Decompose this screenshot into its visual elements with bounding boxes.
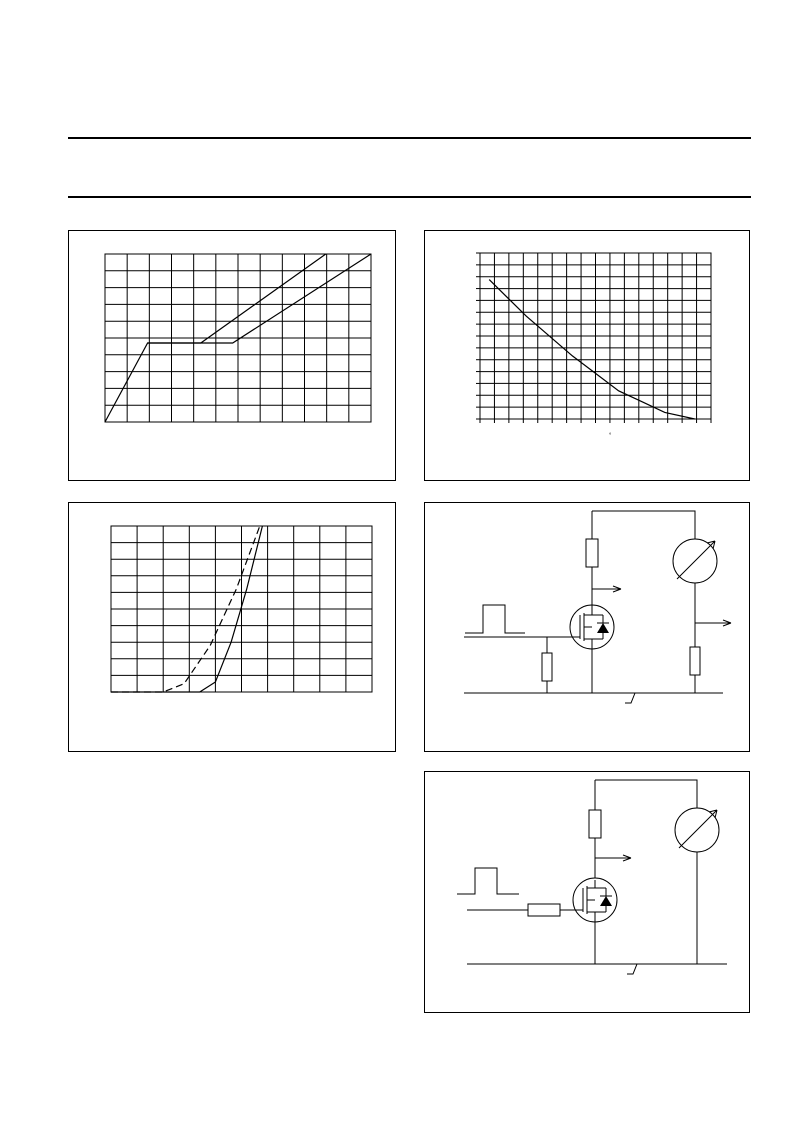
figure-1-chart	[69, 231, 397, 482]
figure-2-ticks	[476, 253, 711, 423]
ground-marker-icon	[625, 693, 635, 703]
figure-1-panel	[68, 230, 396, 481]
figure-2-grid	[480, 253, 711, 419]
figure-5-circuit	[425, 772, 751, 1014]
series-resistor	[528, 904, 560, 916]
figure-5-panel	[424, 771, 750, 1013]
gate-resistor	[542, 653, 552, 681]
figure-3-grid	[111, 526, 372, 692]
supply-wire	[592, 511, 695, 539]
ground-marker-icon	[627, 964, 637, 974]
figure-2-chart	[425, 231, 751, 482]
chart-series-line	[148, 254, 326, 343]
input-pulse-icon	[465, 605, 525, 633]
input-pulse-icon	[457, 868, 519, 894]
supply-wire	[595, 780, 697, 808]
figure-2-panel	[424, 230, 750, 481]
header-rule	[68, 196, 751, 198]
drain-resistor	[589, 810, 601, 838]
degree-symbol: °	[609, 433, 612, 439]
drain-resistor	[586, 539, 598, 567]
top-rule	[68, 137, 751, 139]
figure-3-chart	[69, 503, 397, 753]
figure-3-panel	[68, 502, 396, 752]
figure-4-panel	[424, 502, 750, 752]
output-resistor	[690, 647, 700, 675]
figure-4-circuit	[425, 503, 751, 753]
